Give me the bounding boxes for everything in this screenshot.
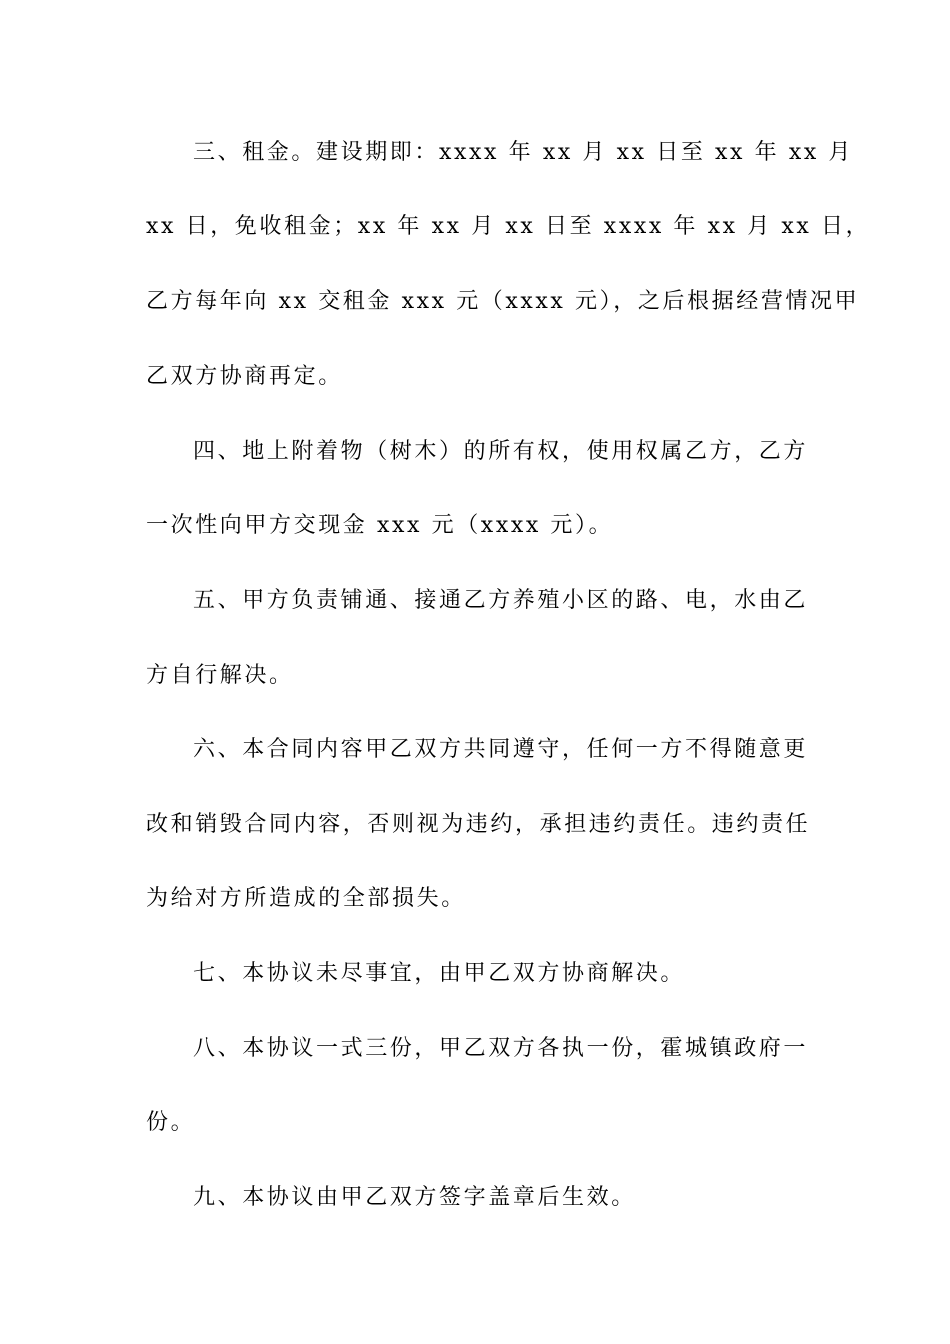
clause-3-line-1: 三、租金。建设期即：xxxx 年 xx 月 xx 日至 xx 年 xx 月 xyxy=(193,140,854,165)
clause-3-line-4: 乙双方协商再定。 xyxy=(146,364,343,389)
clause-6-line-3: 为给对方所造成的全部损失。 xyxy=(146,886,466,911)
clause-5-line-1: 五、甲方负责铺通、接通乙方养殖小区的路、电，水由乙 xyxy=(193,588,809,613)
clause-7-line-1: 七、本协议未尽事宜，由甲乙双方协商解决。 xyxy=(193,961,686,986)
clause-8-line-1: 八、本协议一式三份，甲乙双方各执一份，霍城镇政府一 xyxy=(193,1036,809,1061)
clause-9-line-1: 九、本协议由甲乙双方签字盖章后生效。 xyxy=(193,1185,636,1210)
clause-3-line-2: xx 日，免收租金；xx 年 xx 月 xx 日至 xxxx 年 xx 月 xx 日， xyxy=(146,214,871,239)
clause-3-line-3: 乙方每年向 xx 交租金 xxx 元（xxxx 元），之后根据经营情况甲 xyxy=(146,289,860,314)
clause-4-line-1: 四、地上附着物（树木）的所有权，使用权属乙方，乙方 xyxy=(193,439,809,464)
clause-6-line-1: 六、本合同内容甲乙双方共同遵守，任何一方不得随意更 xyxy=(193,737,809,762)
clause-5-line-2: 方自行解决。 xyxy=(146,663,294,688)
clause-6-line-2: 改和销毁合同内容，否则视为违约，承担违约责任。违约责任 xyxy=(146,812,811,837)
clause-8-line-2: 份。 xyxy=(146,1110,196,1135)
clause-4-line-2: 一次性向甲方交现金 xxx 元（xxxx 元）。 xyxy=(146,513,614,538)
